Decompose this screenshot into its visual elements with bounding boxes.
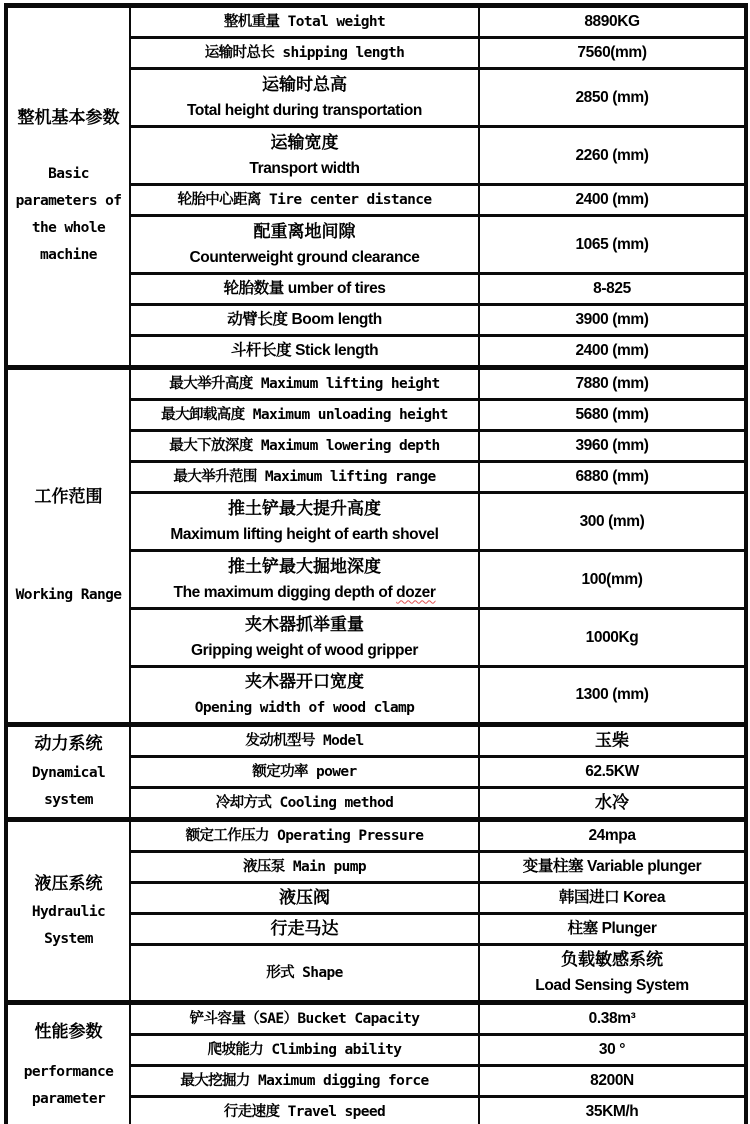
- value-cell: [479, 216, 746, 274]
- category-line: 液压系统: [34, 873, 103, 893]
- param-cell: [130, 1097, 479, 1124]
- param-cell: [130, 1003, 479, 1035]
- value-cell: [479, 38, 746, 69]
- value-line: 3960 (mm): [575, 437, 649, 454]
- value-cell: [479, 336, 746, 368]
- table-row: [6, 1003, 746, 1035]
- param-line: 斗杆长度 Stick length: [230, 342, 379, 359]
- param-line: 爬坡能力 Climbing ability: [207, 1042, 402, 1058]
- param-line: 发动机型号 Model: [245, 733, 364, 749]
- value-cell: [479, 274, 746, 305]
- param-line: 额定工作压力 Operating Pressure: [185, 828, 424, 844]
- value-line: 1300 (mm): [575, 686, 649, 703]
- param-cell: [130, 725, 479, 757]
- value-cell: [479, 1003, 746, 1035]
- category-line: 动力系统: [34, 734, 103, 753]
- value-line: 7880 (mm): [575, 375, 649, 392]
- param-line: 轮胎中心距离 Tire center distance: [177, 192, 432, 208]
- param-line: 最大挖掘力 Maximum digging force: [180, 1073, 429, 1089]
- value-line: 2400 (mm): [575, 191, 649, 208]
- param-line: 冷却方式 Cooling method: [215, 795, 394, 811]
- param-line: 动臂长度 Boom length: [227, 311, 382, 328]
- param-cell: [130, 462, 479, 493]
- value-cell: [479, 185, 746, 216]
- param-line: 夹木器抓举重量: [245, 614, 364, 634]
- value-line: 100(mm): [581, 570, 643, 588]
- value-line: 2400 (mm): [575, 342, 649, 359]
- param-line: 最大卸载高度 Maximum unloading height: [161, 407, 448, 423]
- category-line: parameters of: [15, 193, 122, 209]
- param-cell: [130, 6, 479, 38]
- param-line: 运输时总长 shipping length: [204, 45, 405, 61]
- value-line: 6880 (mm): [575, 468, 649, 485]
- value-line: 3900 (mm): [575, 311, 649, 328]
- category-cell-dynamical-system: [6, 725, 130, 820]
- value-cell: [479, 667, 746, 725]
- param-line: 运输时总高: [262, 74, 347, 94]
- value-line: 变量柱塞 Variable plunger: [522, 858, 702, 875]
- param-cell: [130, 820, 479, 852]
- param-cell: [130, 945, 479, 1003]
- value-line: 8-825: [593, 280, 631, 297]
- category-cell-working-range: [6, 368, 130, 725]
- value-cell: [479, 400, 746, 431]
- param-cell: [130, 883, 479, 914]
- category-line: parameter: [31, 1091, 106, 1107]
- param-cell: [130, 127, 479, 185]
- misspelled-word: dozer: [396, 583, 436, 601]
- param-cell: [130, 400, 479, 431]
- param-line: Counterweight ground clearance: [189, 248, 420, 266]
- value-cell: [479, 757, 746, 788]
- value-cell: [479, 883, 746, 914]
- param-cell: [130, 788, 479, 820]
- param-cell: [130, 274, 479, 305]
- param-line: 最大举升范围 Maximum lifting range: [173, 469, 436, 485]
- param-cell: [130, 336, 479, 368]
- param-cell: [130, 185, 479, 216]
- value-line: 300 (mm): [579, 512, 645, 530]
- category-line: Basic: [48, 166, 89, 182]
- param-line: 液压阀: [279, 888, 330, 907]
- param-line: Total height during transportation: [187, 101, 422, 119]
- value-line: 柱塞 Plunger: [567, 920, 657, 937]
- value-line: 0.38m³: [588, 1010, 636, 1027]
- value-cell: [479, 820, 746, 852]
- category-line: machine: [40, 247, 97, 263]
- param-line: Opening width of wood clamp: [194, 700, 415, 716]
- category-line: 工作范围: [34, 487, 103, 506]
- param-line: 额定功率 power: [252, 764, 357, 780]
- table-row: [6, 368, 746, 400]
- param-line: Gripping weight of wood gripper: [191, 641, 418, 659]
- param-cell: [130, 757, 479, 788]
- value-cell: [479, 914, 746, 945]
- value-line: 5680 (mm): [575, 406, 649, 423]
- category-line: Dynamical: [31, 765, 106, 781]
- category-line: 性能参数: [34, 1022, 103, 1041]
- param-cell: [130, 431, 479, 462]
- value-line: 7560(mm): [577, 44, 647, 61]
- value-cell: [479, 127, 746, 185]
- param-cell: [130, 216, 479, 274]
- param-cell: [130, 38, 479, 69]
- param-line: 最大举升高度 Maximum lifting height: [169, 376, 440, 392]
- param-line: 形式 Shape: [266, 965, 343, 981]
- param-line: 夹木器开口宽度: [245, 672, 364, 691]
- param-cell: [130, 1035, 479, 1066]
- value-cell: [479, 609, 746, 667]
- param-cell: [130, 305, 479, 336]
- param-cell: [130, 551, 479, 609]
- category-line: system: [44, 792, 93, 808]
- value-line: 35KM/h: [585, 1103, 639, 1120]
- value-cell: [479, 788, 746, 820]
- value-cell: [479, 462, 746, 493]
- value-cell: [479, 551, 746, 609]
- category-cell-performance-parameter: [6, 1003, 130, 1124]
- param-line: 整机重量 Total weight: [223, 14, 386, 30]
- param-line: 最大下放深度 Maximum lowering depth: [169, 438, 440, 454]
- value-line: 30 °: [598, 1041, 626, 1058]
- value-line: 2850 (mm): [575, 88, 649, 106]
- category-cell-hydraulic-system: [6, 820, 130, 1003]
- param-line: Transport width: [249, 159, 360, 177]
- category-line: Hydraulic: [31, 903, 106, 920]
- param-line: 轮胎数量 umber of tires: [223, 280, 386, 297]
- spec-table-body: [6, 6, 746, 1124]
- param-cell: [130, 667, 479, 725]
- value-cell: [479, 6, 746, 38]
- category-line: 整机基本参数: [17, 108, 120, 127]
- category-line: System: [44, 930, 93, 947]
- category-line: Working Range: [15, 587, 122, 603]
- value-cell: [479, 725, 746, 757]
- value-cell: [479, 852, 746, 883]
- value-cell: [479, 493, 746, 551]
- param-cell: [130, 609, 479, 667]
- value-line: 62.5KW: [585, 763, 639, 780]
- param-line: 推土铲最大掘地深度: [228, 556, 381, 576]
- param-line: 行走马达: [270, 919, 339, 938]
- table-row: [6, 725, 746, 757]
- param-line: The maximum digging depth of dozer: [173, 583, 436, 601]
- value-line: 负载敏感系统: [561, 950, 663, 969]
- value-cell: [479, 1035, 746, 1066]
- value-line: 8200N: [590, 1072, 634, 1089]
- value-cell: [479, 368, 746, 400]
- value-line: 24mpa: [588, 827, 636, 844]
- category-line: the whole: [31, 220, 106, 236]
- value-line: Load Sensing System: [535, 977, 689, 994]
- table-row: [6, 820, 746, 852]
- param-line: 液压泵 Main pump: [243, 859, 366, 875]
- param-line: 运输宽度: [270, 132, 339, 152]
- value-line: 水冷: [595, 793, 629, 812]
- param-line: 行走速度 Travel speed: [223, 1104, 386, 1120]
- value-line: 韩国进口 Korea: [558, 889, 666, 906]
- param-line: Maximum lifting height of earth shovel: [170, 525, 439, 543]
- param-line: 推土铲最大提升高度: [228, 498, 381, 518]
- value-cell: [479, 431, 746, 462]
- param-line: 配重离地间隙: [253, 221, 356, 241]
- value-line: 2260 (mm): [575, 146, 649, 164]
- value-cell: [479, 1066, 746, 1097]
- param-cell: [130, 852, 479, 883]
- value-line: 1065 (mm): [575, 235, 649, 253]
- value-cell: [479, 305, 746, 336]
- param-cell: [130, 493, 479, 551]
- table-row: [6, 6, 746, 38]
- value-cell: [479, 69, 746, 127]
- param-cell: [130, 1066, 479, 1097]
- spec-table: [4, 3, 748, 1124]
- param-cell: [130, 368, 479, 400]
- value-line: 玉柴: [595, 731, 629, 750]
- category-cell-basic-parameters: [6, 6, 130, 368]
- param-cell: [130, 69, 479, 127]
- param-cell: [130, 914, 479, 945]
- category-line: performance: [23, 1064, 114, 1080]
- value-cell: [479, 945, 746, 1003]
- param-line: 铲斗容量（SAE）Bucket Capacity: [189, 1011, 420, 1027]
- value-line: 8890KG: [584, 13, 640, 30]
- value-line: 1000Kg: [585, 628, 639, 646]
- value-cell: [479, 1097, 746, 1124]
